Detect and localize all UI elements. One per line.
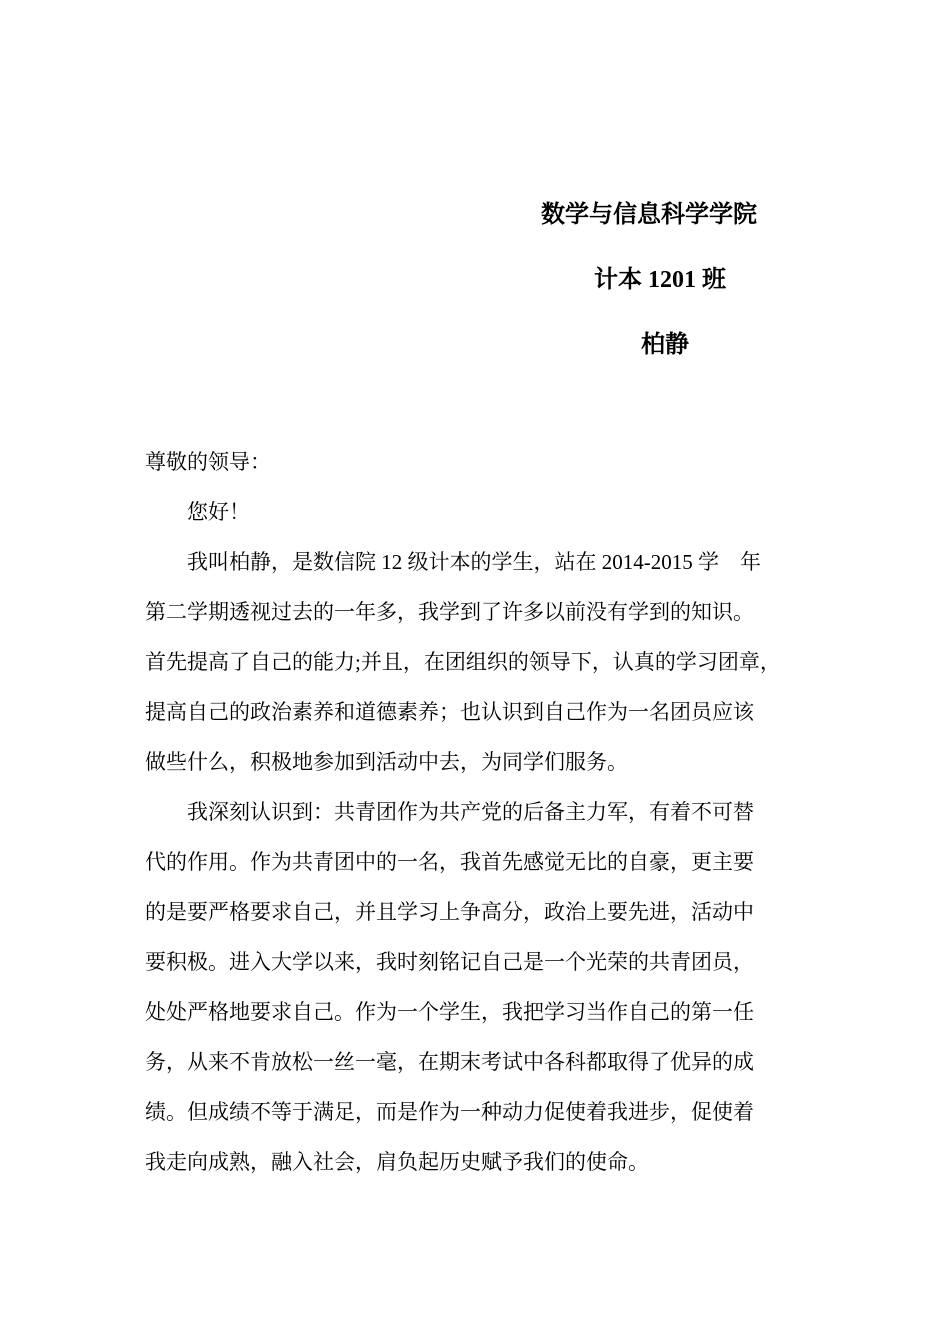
paragraph-1	[145, 537, 810, 787]
letter-body	[145, 437, 810, 1187]
paragraph-1-line: 提高自己的政治素养和道德素养；也认识到自己作为一名团员应该	[145, 700, 754, 724]
school-name: 数学与信息科学学院	[541, 202, 757, 228]
paragraph-2-line: 的是要严格要求自己，并且学习上争高分，政治上要先进，活动中	[145, 900, 754, 924]
paragraph-2-line: 我深刻认识到：共青团作为共产党的后备主力军，有着不可替	[187, 800, 754, 824]
paragraph-2	[145, 787, 810, 1187]
paragraph-2-line: 务，从来不肯放松一丝一毫，在期末考试中各科都取得了优异的成	[145, 1050, 754, 1074]
class-name: 计本 1201 班	[594, 267, 726, 293]
paragraph-2-line: 要积极。进入大学以来，我时刻铭记自己是一个光荣的共青团员，	[145, 950, 754, 974]
author-name: 柏静	[641, 332, 689, 358]
paragraph-1-line: 我叫柏静，是数信院 12 级计本的学生，站在 2014-2015 学 年	[187, 550, 761, 574]
paragraph-1-line: 第二学期透视过去的一年多，我学到了许多以前没有学到的知识。	[145, 600, 754, 624]
paragraph-2-line: 绩。但成绩不等于满足，而是作为一种动力促使着我进步，促使着	[145, 1100, 754, 1124]
paragraph-2-line: 代的作用。作为共青团中的一名，我首先感觉无比的自豪，更主要	[145, 850, 754, 874]
paragraph-2-line: 处处严格地要求自己。作为一个学生，我把学习当作自己的第一任	[145, 1000, 754, 1024]
paragraph-1-line: 做些什么，积极地参加到活动中去，为同学们服务。	[145, 750, 628, 774]
paragraph-1-line: 首先提高了自己的能力;并且，在团组织的领导下，认真的学习团章，	[145, 650, 781, 674]
greeting: 您好！	[187, 500, 250, 524]
salutation: 尊敬的领导：	[145, 450, 271, 474]
paragraph-2-line: 我走向成熟，融入社会，肩负起历史赋予我们的使命。	[145, 1150, 649, 1174]
